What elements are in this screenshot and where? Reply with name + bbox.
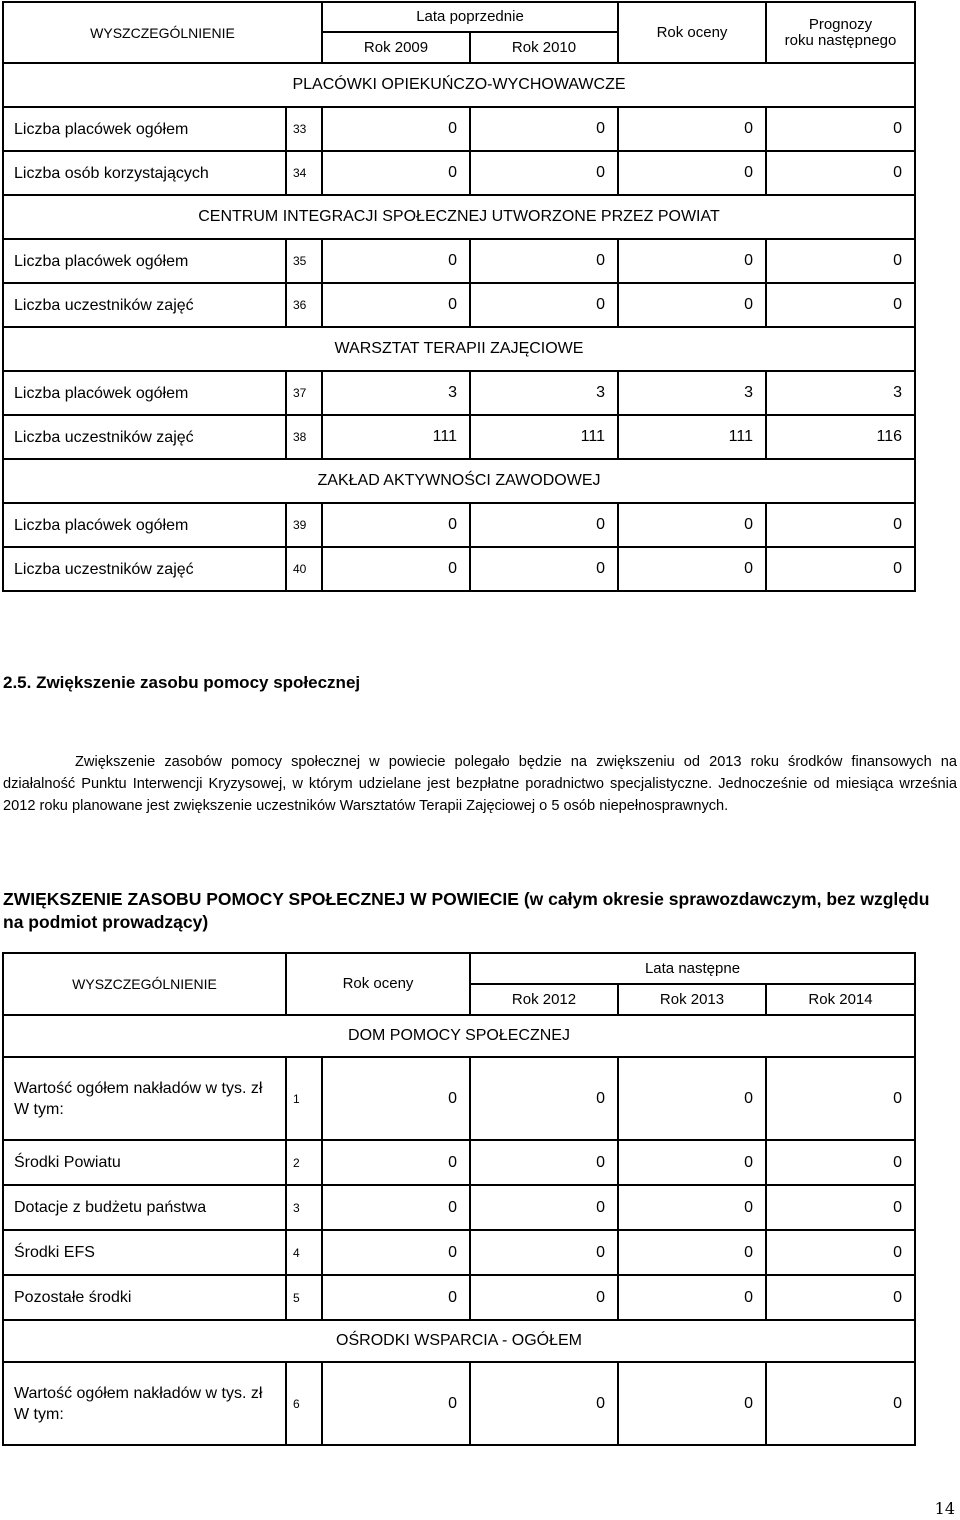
section-title: PLACÓWKI OPIEKUŃCZO-WYCHOWAWCZE bbox=[3, 63, 915, 107]
value-col-1: 0 bbox=[322, 283, 470, 327]
header-assessment-year: Rok oceny bbox=[286, 953, 470, 1015]
section-row bbox=[3, 63, 915, 107]
value-col-3: 0 bbox=[618, 1185, 766, 1230]
header-next-years: Lata następne bbox=[470, 953, 915, 984]
table-row bbox=[3, 239, 915, 283]
value-col-4: 0 bbox=[766, 151, 915, 195]
value-col-2: 0 bbox=[470, 151, 618, 195]
header-year-2013: Rok 2013 bbox=[618, 984, 766, 1015]
value-col-4: 0 bbox=[766, 107, 915, 151]
table-row bbox=[3, 547, 915, 591]
row-label: Liczba uczestników zajęć bbox=[3, 547, 286, 591]
value-col-4: 0 bbox=[766, 547, 915, 591]
row-label: Pozostałe środki bbox=[3, 1275, 286, 1320]
value-col-2: 0 bbox=[470, 503, 618, 547]
value-col-2: 3 bbox=[470, 371, 618, 415]
table-row bbox=[3, 1275, 915, 1320]
row-label: Liczba placówek ogółem bbox=[3, 371, 286, 415]
row-label: Wartość ogółem nakładów w tys. zł W tym: bbox=[3, 1362, 286, 1445]
row-number: 3 bbox=[286, 1185, 322, 1230]
header-wyszczegolnienie: WYSZCZEGÓLNIENIE bbox=[3, 953, 286, 1015]
value-col-4: 0 bbox=[766, 1362, 915, 1445]
value-col-2: 0 bbox=[470, 1185, 618, 1230]
value-col-2: 0 bbox=[470, 1140, 618, 1185]
header-assessment-year: Rok oceny bbox=[618, 2, 766, 63]
table-row bbox=[3, 1057, 915, 1140]
row-label: Wartość ogółem nakładów w tys. zł W tym: bbox=[3, 1057, 286, 1140]
row-number: 5 bbox=[286, 1275, 322, 1320]
value-col-3: 0 bbox=[618, 151, 766, 195]
row-number: 39 bbox=[286, 503, 322, 547]
value-col-3: 0 bbox=[618, 547, 766, 591]
row-number: 33 bbox=[286, 107, 322, 151]
row-label: Liczba osób korzystających bbox=[3, 151, 286, 195]
table-row bbox=[3, 503, 915, 547]
value-col-3: 0 bbox=[618, 283, 766, 327]
section-title: DOM POMOCY SPOŁECZNEJ bbox=[3, 1015, 915, 1057]
section-row bbox=[3, 195, 915, 239]
table-row bbox=[3, 415, 915, 459]
value-col-2: 0 bbox=[470, 1230, 618, 1275]
section-title: ZAKŁAD AKTYWNOŚCI ZAWODOWEJ bbox=[3, 459, 915, 503]
header-year-2012: Rok 2012 bbox=[470, 984, 618, 1015]
row-number: 35 bbox=[286, 239, 322, 283]
value-col-1: 0 bbox=[322, 1362, 470, 1445]
value-col-2: 0 bbox=[470, 283, 618, 327]
header-forecast bbox=[766, 2, 915, 63]
row-number: 40 bbox=[286, 547, 322, 591]
value-col-3: 111 bbox=[618, 415, 766, 459]
row-label: Dotacje z budżetu państwa bbox=[3, 1185, 286, 1230]
table-row bbox=[3, 1185, 915, 1230]
value-col-4: 0 bbox=[766, 1185, 915, 1230]
section-row bbox=[3, 459, 915, 503]
header-forecast-line1: Prognozy bbox=[808, 15, 873, 33]
value-col-2: 0 bbox=[470, 547, 618, 591]
table-row bbox=[3, 151, 915, 195]
value-col-3: 0 bbox=[618, 239, 766, 283]
row-number: 34 bbox=[286, 151, 322, 195]
value-col-1: 0 bbox=[322, 1057, 470, 1140]
header-year-2010: Rok 2010 bbox=[470, 32, 618, 63]
value-col-2: 0 bbox=[470, 1275, 618, 1320]
value-col-4: 116 bbox=[766, 415, 915, 459]
value-col-3: 0 bbox=[618, 1057, 766, 1140]
value-col-2: 111 bbox=[470, 415, 618, 459]
header-year-2014: Rok 2014 bbox=[766, 984, 915, 1015]
value-col-3: 0 bbox=[618, 107, 766, 151]
value-col-1: 0 bbox=[322, 239, 470, 283]
header-prev-years: Lata poprzednie bbox=[322, 2, 618, 32]
row-number: 1 bbox=[286, 1057, 322, 1140]
value-col-2: 0 bbox=[470, 107, 618, 151]
value-col-1: 3 bbox=[322, 371, 470, 415]
value-col-3: 0 bbox=[618, 503, 766, 547]
section-row bbox=[3, 327, 915, 371]
value-col-1: 111 bbox=[322, 415, 470, 459]
value-col-4: 0 bbox=[766, 1230, 915, 1275]
section-title: OŚRODKI WSPARCIA - OGÓŁEM bbox=[3, 1320, 915, 1362]
row-label: Środki EFS bbox=[3, 1230, 286, 1275]
row-label: Liczba uczestników zajęć bbox=[3, 283, 286, 327]
value-col-4: 0 bbox=[766, 283, 915, 327]
value-col-2: 0 bbox=[470, 1057, 618, 1140]
value-col-4: 0 bbox=[766, 1140, 915, 1185]
row-label: Liczba uczestników zajęć bbox=[3, 415, 286, 459]
row-label: Liczba placówek ogółem bbox=[3, 503, 286, 547]
value-col-4: 0 bbox=[766, 1275, 915, 1320]
row-label: Środki Powiatu bbox=[3, 1140, 286, 1185]
section-title: WARSZTAT TERAPII ZAJĘCIOWE bbox=[3, 327, 915, 371]
header-year-2009: Rok 2009 bbox=[322, 32, 470, 63]
table-row bbox=[3, 107, 915, 151]
value-col-1: 0 bbox=[322, 1140, 470, 1185]
value-col-1: 0 bbox=[322, 1185, 470, 1230]
row-label: Liczba placówek ogółem bbox=[3, 239, 286, 283]
table2-heading: ZWIĘKSZENIE ZASOBU POMOCY SPOŁECZNEJ W POWIECIE (w całym okresie sprawozdawczym, bez względu na podmiot prowadzący) bbox=[3, 889, 930, 932]
value-col-1: 0 bbox=[322, 1275, 470, 1320]
row-number: 38 bbox=[286, 415, 322, 459]
page-number: 14 bbox=[934, 1499, 955, 1518]
value-col-3: 0 bbox=[618, 1140, 766, 1185]
section-row bbox=[3, 1320, 915, 1362]
table-row bbox=[3, 283, 915, 327]
value-col-4: 0 bbox=[766, 1057, 915, 1140]
section-title: CENTRUM INTEGRACJI SPOŁECZNEJ UTWORZONE PRZEZ POWIAT bbox=[3, 195, 915, 239]
table-row bbox=[3, 1230, 915, 1275]
row-number: 37 bbox=[286, 371, 322, 415]
section-heading: 2.5. Zwiększenie zasobu pomocy społecznej bbox=[3, 673, 361, 692]
value-col-1: 0 bbox=[322, 547, 470, 591]
row-number: 6 bbox=[286, 1362, 322, 1445]
table-row bbox=[3, 1362, 915, 1445]
row-number: 2 bbox=[286, 1140, 322, 1185]
header-forecast-line2: roku następnego bbox=[784, 31, 897, 49]
value-col-4: 0 bbox=[766, 503, 915, 547]
table-row bbox=[3, 1140, 915, 1185]
row-number: 4 bbox=[286, 1230, 322, 1275]
value-col-1: 0 bbox=[322, 503, 470, 547]
value-col-3: 0 bbox=[618, 1362, 766, 1445]
value-col-4: 0 bbox=[766, 239, 915, 283]
value-col-3: 3 bbox=[618, 371, 766, 415]
value-col-3: 0 bbox=[618, 1230, 766, 1275]
value-col-1: 0 bbox=[322, 107, 470, 151]
table-social-facilities bbox=[2, 1, 916, 592]
body-paragraph: Zwiększenie zasobów pomocy społecznej w powiecie polegało będzie na zwiększeniu od 2013 roku środków finansowych na działalność Punktu Interwencji Kryzysowej, w którym udzielane jest bezpłatne poradnictwo specjalistyczne. Jednocześnie od miesiąca września 2012 roku planowane jest zwiększenie uczestników Warsztatów Terapii Zajęciowej o 5 osób niepełnosprawnych. bbox=[3, 754, 957, 814]
table-row bbox=[3, 371, 915, 415]
table-social-assistance-resources bbox=[2, 952, 916, 1446]
value-col-3: 0 bbox=[618, 1275, 766, 1320]
section-row bbox=[3, 1015, 915, 1057]
row-number: 36 bbox=[286, 283, 322, 327]
value-col-4: 3 bbox=[766, 371, 915, 415]
value-col-1: 0 bbox=[322, 151, 470, 195]
row-label: Liczba placówek ogółem bbox=[3, 107, 286, 151]
value-col-2: 0 bbox=[470, 1362, 618, 1445]
header-wyszczegolnienie: WYSZCZEGÓLNIENIE bbox=[3, 2, 322, 63]
value-col-1: 0 bbox=[322, 1230, 470, 1275]
value-col-2: 0 bbox=[470, 239, 618, 283]
